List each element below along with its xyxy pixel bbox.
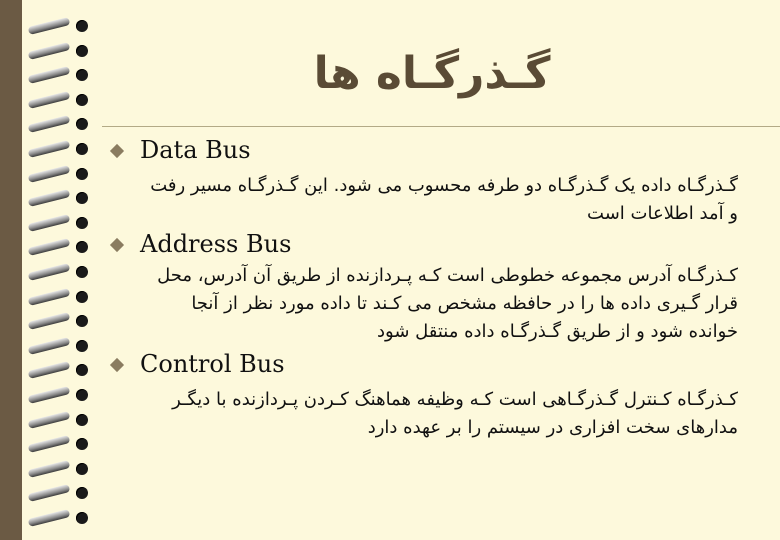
text-line: کـذرگـاه کـنترل گـذرگـاهی است کـه وظیفه هماهنگ کـردن پـردازنده با دیگـر [172,389,738,410]
section-text-address-bus [98,262,738,346]
binding-ring [28,45,90,57]
spiral-binding [22,0,92,540]
binding-ring [28,340,90,352]
text-line: کـذرگـاه آدرس مجموعه خطوطی است کـه پـردازنده از طریق آن آدرس، محل [157,265,738,286]
binding-ring [28,241,90,253]
section-text-control-bus [98,386,738,442]
bullet-heading: Control Bus [140,350,285,378]
binding-ring [28,118,90,130]
binding-ring [28,192,90,204]
binding-ring [28,94,90,106]
diamond-bullet-icon [110,144,124,158]
bullet-heading: Address Bus [140,230,292,258]
binding-ring [28,487,90,499]
binding-ring [28,266,90,278]
text-line: و آمد اطلاعات است [587,203,738,224]
binding-ring [28,414,90,426]
section-text-data-bus [98,172,738,228]
binding-ring [28,69,90,81]
diamond-bullet-icon [110,238,124,252]
binding-ring [28,20,90,32]
slide-page [22,0,780,540]
binding-ring [28,438,90,450]
binding-ring [28,291,90,303]
binding-ring [28,168,90,180]
binding-ring [28,143,90,155]
binding-ring [28,315,90,327]
binding-ring [28,217,90,229]
text-line: قرار گـیری داده ها را در حافظه مشخص می کـند تا داده مورد نظر از آنجا [191,293,738,314]
text-line: گـذرگـاه داده یک گـذرگـاه دو طرفه محسوب می شود. این گـذرگـاه مسیر رفت [150,175,738,196]
binding-ring [28,512,90,524]
binding-ring [28,364,90,376]
binding-ring [28,389,90,401]
slide-title: گـذرگـاه ها [313,48,551,99]
text-line: خوانده شود و از طریق گـذرگـاه داده منتقل شود [377,321,738,342]
bullet-heading: Data Bus [140,136,251,164]
binding-ring [28,463,90,475]
title-divider [102,126,780,127]
text-line: مدارهای سخت افزاری در سیستم را بر عهده دارد [367,417,738,438]
diamond-bullet-icon [110,358,124,372]
